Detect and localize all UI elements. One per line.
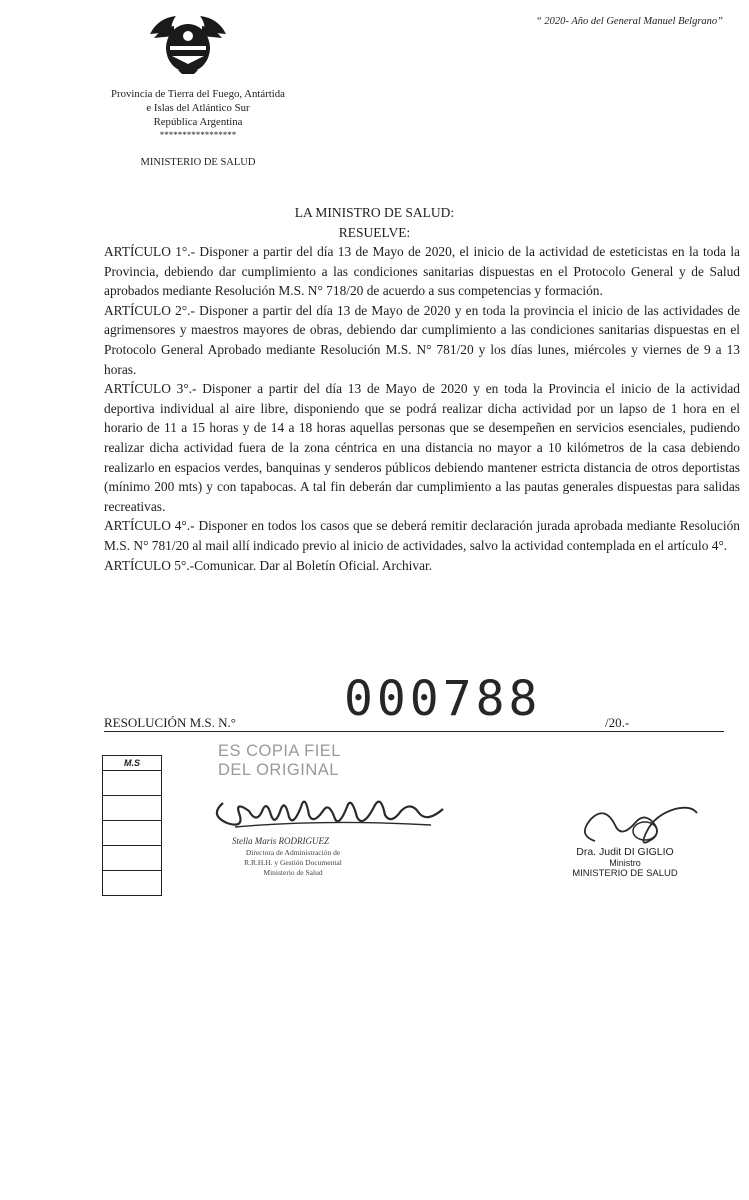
signature-left-icon xyxy=(205,775,455,845)
article-4: ARTÍCULO 4°.- Disponer en todos los casos que se deberá remitir declaración jurada aprobada mediante Resolución M.S. N° 781/20 al mail allí indicado previo al inicio de actividades, salvo la actividad contemplada en el artículo 4°. xyxy=(104,518,740,553)
province-separator: ***************** xyxy=(159,130,237,140)
signer-left-name: Stella Maris RODRIGUEZ xyxy=(232,836,329,846)
province-line-2: e Islas del Atlántico Sur xyxy=(146,102,250,114)
resolution-number: 000788 xyxy=(344,671,542,727)
stamp-line-1: ES COPIA FIEL xyxy=(218,742,341,760)
signer-left-role-1: Directora de Administración de xyxy=(245,848,341,857)
ms-box-label: M.S xyxy=(123,758,140,768)
ms-box-cell xyxy=(103,795,161,820)
province-line-1: Provincia de Tierra del Fuego, Antártida xyxy=(111,88,285,100)
article-3: ARTÍCULO 3°.- Disponer a partir del día 13 de Mayo de 2020 y en toda la Provincia el inicio de la actividad deportiva individual al aire libre, disponiendo que se podrá realizar dicha actividad por un lapso de 1 hora en el horario de 11 a 15 horas y de 14 a 18 horas aquellas personas que se desempeñen en servicios esenciales, pudiendo realizar dicha actividad fuera de la zona céntrica en una distancia no mayor a 10 kilómetros de la casa debiendo realizarlo en espacios verdes, banquinas y senderos públicos debiendo mantener estricta distancia de otros deportistas (mínimo 200 mts) y con tapabocas. A tal fin deberán dar cumplimiento a las pautas generales dispuestas para salidas recreativas. xyxy=(104,381,740,514)
province-header xyxy=(82,87,314,141)
signer-right-ministry: MINISTERIO DE SALUD xyxy=(572,868,678,879)
resolution-label: RESOLUCIÓN M.S. N.° xyxy=(104,715,236,730)
ms-box-cell xyxy=(103,870,161,895)
ms-box-cell xyxy=(103,845,161,870)
resolution-underline xyxy=(104,731,724,732)
motto: “ 2020- Año del General Manuel Belgrano” xyxy=(535,16,723,27)
coat-of-arms-icon xyxy=(148,12,228,76)
resolve-heading: RESUELVE: xyxy=(338,225,411,240)
articles-body xyxy=(104,242,740,575)
ministry-header: MINISTERIO DE SALUD xyxy=(140,157,256,168)
resolution-year: /20.- xyxy=(605,715,630,730)
ms-box-cell xyxy=(103,820,161,845)
signer-left-role-2: R.R.H.H. y Gestión Documental xyxy=(244,858,342,867)
signer-left-role xyxy=(218,848,368,878)
ms-box xyxy=(102,755,162,896)
article-1: ARTÍCULO 1°.- Disponer a partir del día 13 de Mayo de 2020, el inicio de la actividad de esteticistas en la toda la Provincia, debiendo dar cumplimiento a las condiciones sanitarias dispuestas en el Protocolo General y de Salud aprobados mediante Resolución M.S. N° 718/20 de acuerdo a sus competencias y formación. xyxy=(104,244,740,299)
signer-left-role-3: Ministerio de Salud xyxy=(263,868,323,877)
stamp-line-2: DEL ORIGINAL xyxy=(218,761,339,779)
article-2: ARTÍCULO 2°.- Disponer a partir del día 13 de Mayo de 2020 y en toda la provincia el inicio de las actividades de agrimensores y maestros mayores de obras, debiendo dar cumplimiento a las condiciones sanitarias dispuestas en el Protocolo General Aprobado mediante Resolución M.S. N° 781/20 y los días lunes, miércoles y viernes de 9 a 13 horas. xyxy=(104,302,740,377)
signer-right-role: Ministro xyxy=(609,858,641,868)
article-5: ARTÍCULO 5°.-Comunicar. Dar al Boletín Oficial. Archivar. xyxy=(104,557,433,573)
signer-right-block xyxy=(560,846,690,879)
signer-right-name: Dra. Judit DI GIGLIO xyxy=(576,846,674,858)
province-line-3: República Argentina xyxy=(153,116,243,128)
ms-box-cell xyxy=(103,770,161,795)
resolution-heading: LA MINISTRO DE SALUD: xyxy=(294,205,455,220)
